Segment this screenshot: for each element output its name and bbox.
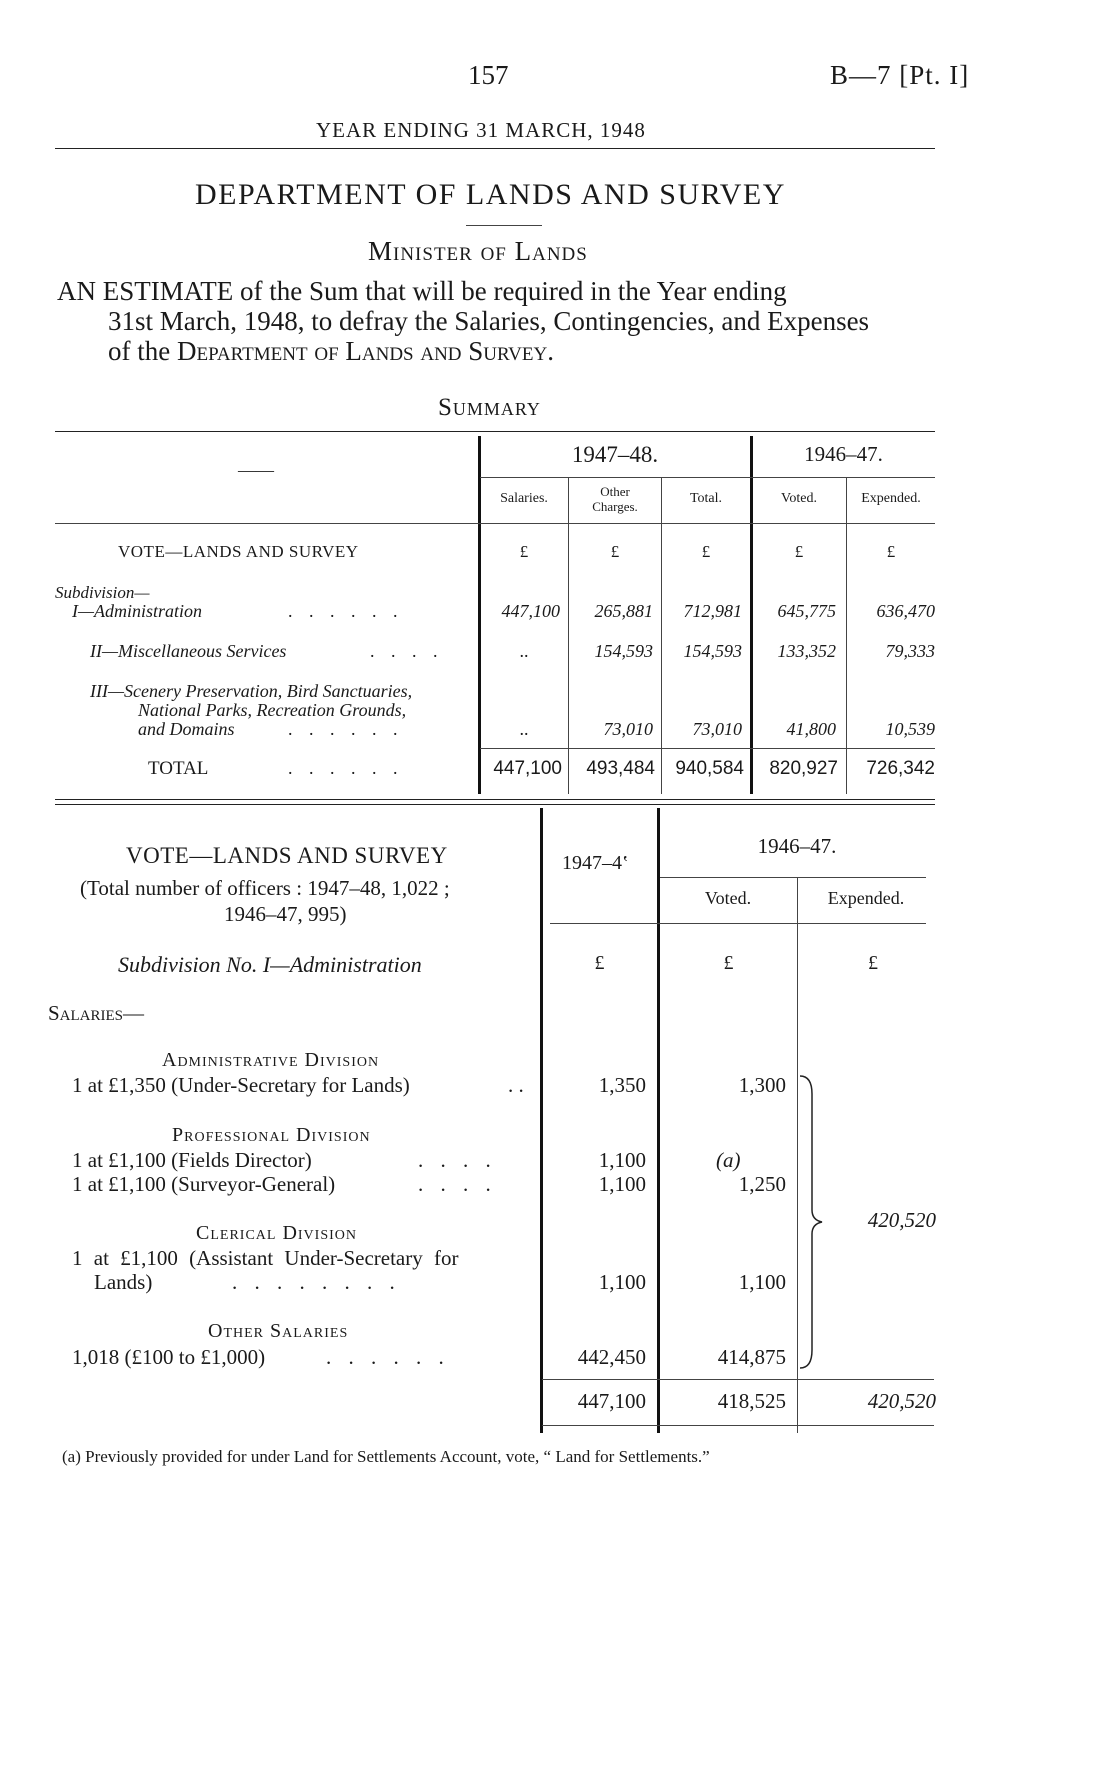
summary-row-2-voted: 133,352 bbox=[777, 641, 836, 661]
detail-item-1-1947: 1,350 bbox=[598, 1073, 646, 1097]
page-number: 157 bbox=[468, 60, 509, 90]
detail-bracket-expended: 420,520 bbox=[867, 1208, 936, 1232]
summary-col-salaries: Salaries. bbox=[500, 491, 548, 506]
detail-section-other: Other Salaries bbox=[208, 1320, 349, 1342]
detail-item-1-label: 1 at £1,350 (Under-Secretary for Lands) bbox=[72, 1073, 410, 1097]
summary-row-1-voted: 645,775 bbox=[777, 601, 836, 621]
summary-group-rule bbox=[480, 477, 935, 478]
detail-item-2-dots: . . . . bbox=[418, 1148, 497, 1172]
summary-vote-label: VOTE—LANDS AND SURVEY bbox=[118, 542, 359, 561]
detail-item-1-voted: 1,300 bbox=[738, 1073, 786, 1097]
header-rule bbox=[55, 148, 935, 149]
footnote: (a) Previously provided for under Land for Settlements Account, vote, “ Land for Settlements.” bbox=[62, 1447, 710, 1466]
summary-header-rule bbox=[55, 523, 935, 524]
detail-item-5-label: 1,018 (£100 to £1,000) bbox=[72, 1345, 266, 1369]
summary-row-2-other: 154,593 bbox=[594, 641, 653, 661]
summary-row-2-salaries: .. bbox=[519, 641, 529, 661]
detail-total-1947: 447,100 bbox=[577, 1389, 646, 1413]
detail-currency-expended: £ bbox=[868, 952, 878, 974]
detail-subdivision: Subdivision No. I—Administration bbox=[118, 952, 422, 977]
summary-total-label: TOTAL bbox=[148, 758, 209, 779]
department-title: DEPARTMENT OF LANDS AND SURVEY bbox=[195, 178, 786, 211]
detail-group-1946: 1946–47. bbox=[757, 834, 837, 858]
estimate-line-2: 31st March, 1948, to defray the Salaries, Contingencies, and Expenses bbox=[108, 306, 870, 336]
summary-row-3-salaries: .. bbox=[519, 719, 529, 739]
summary-total-other: 493,484 bbox=[586, 758, 655, 779]
detail-currency-voted: £ bbox=[723, 952, 734, 974]
detail-total-expended: 420,520 bbox=[867, 1389, 936, 1413]
summary-group-1947: 1947–48. bbox=[571, 442, 659, 467]
detail-item-5-dots: . . . . . . bbox=[326, 1345, 450, 1369]
detail-totals-rule-top bbox=[542, 1379, 934, 1380]
detail-group-rule bbox=[660, 877, 926, 878]
summary-total-voted: 820,927 bbox=[769, 758, 838, 779]
detail-item-3-1947: 1,100 bbox=[598, 1172, 646, 1196]
detail-vote-title: VOTE—LANDS AND SURVEY bbox=[126, 843, 448, 868]
detail-total-voted: 418,525 bbox=[717, 1389, 786, 1413]
estimate-line-3 bbox=[108, 336, 554, 367]
detail-vline-1 bbox=[540, 808, 543, 1433]
summary-vline-3 bbox=[661, 478, 662, 794]
detail-item-3-dots: . . . . bbox=[418, 1172, 497, 1196]
summary-row-1-salaries: 447,100 bbox=[501, 601, 560, 621]
summary-total-rule bbox=[480, 748, 935, 749]
summary-total-expended: 726,342 bbox=[866, 758, 935, 779]
summary-row-2-label: II—Miscellaneous Services bbox=[90, 641, 287, 661]
detail-item-5-1947: 442,450 bbox=[577, 1345, 646, 1369]
summary-double-rule-2 bbox=[55, 804, 935, 805]
detail-section-admin: Administrative Division bbox=[162, 1049, 380, 1071]
detail-section-prof: Professional Division bbox=[172, 1124, 371, 1146]
estimate-line-3-prefix: of the bbox=[108, 336, 171, 366]
summary-row-3-label-line2: National Parks, Recreation Grounds, bbox=[138, 700, 407, 720]
detail-item-4-1947: 1,100 bbox=[598, 1270, 646, 1294]
detail-item-4-dots: . . . . . . . . bbox=[232, 1270, 401, 1294]
summary-row-3-expended: 10,539 bbox=[885, 719, 935, 739]
detail-officers-line1: (Total number of officers : 1947–48, 1,022 ; bbox=[80, 876, 450, 900]
detail-col-voted: Voted. bbox=[704, 888, 752, 908]
estimate-line-3-department: Department of Lands and Survey. bbox=[176, 336, 554, 366]
detail-item-2-voted: (a) bbox=[716, 1148, 741, 1172]
detail-item-2-1947: 1,100 bbox=[598, 1148, 646, 1172]
summary-row-1-total: 712,981 bbox=[683, 601, 742, 621]
summary-row-2-expended: 79,333 bbox=[885, 641, 935, 661]
summary-total-total: 940,584 bbox=[675, 758, 744, 779]
summary-col-other-line1: Other bbox=[600, 484, 630, 499]
summary-row-1-expended: 636,470 bbox=[876, 601, 935, 621]
title-rule bbox=[466, 225, 542, 226]
summary-row-1-label: I—Administration bbox=[72, 601, 203, 621]
summary-row-2-total: 154,593 bbox=[683, 641, 742, 661]
summary-vline-2 bbox=[568, 478, 569, 794]
summary-row-1-other: 265,881 bbox=[594, 601, 653, 621]
summary-row-3-voted: 41,800 bbox=[786, 719, 836, 739]
detail-col-1947: 1947–4‛ bbox=[562, 852, 629, 874]
summary-col-other-line2: Charges. bbox=[592, 499, 638, 514]
summary-row-1-dots: . . . . . . bbox=[288, 601, 404, 621]
summary-total-dots: . . . . . . bbox=[288, 758, 404, 778]
detail-item-1-dots: . . bbox=[508, 1073, 524, 1097]
summary-currency-total: £ bbox=[701, 542, 711, 561]
detail-item-5-voted: 414,875 bbox=[717, 1345, 786, 1369]
detail-currency-1947: £ bbox=[594, 952, 605, 974]
detail-col-expended: Expended. bbox=[827, 888, 905, 908]
summary-subdivision-label: Subdivision— bbox=[55, 583, 150, 602]
summary-heading: Summary bbox=[438, 394, 541, 421]
summary-col-expended: Expended. bbox=[861, 491, 921, 506]
summary-row-3-label-line1: III—Scenery Preservation, Bird Sanctuaries, bbox=[90, 681, 413, 701]
detail-header-rule bbox=[550, 923, 926, 924]
summary-top-rule bbox=[55, 431, 935, 432]
minister-heading: Minister of Lands bbox=[368, 236, 588, 266]
summary-group-1946: 1946–47. bbox=[804, 442, 883, 466]
detail-section-clerical: Clerical Division bbox=[196, 1222, 357, 1244]
page-reference: B—7 [Pt. I] bbox=[830, 60, 970, 90]
summary-col-voted: Voted. bbox=[781, 491, 817, 506]
summary-vline-5 bbox=[846, 478, 847, 794]
summary-row-3-dots: . . . . . . bbox=[288, 719, 404, 739]
summary-row-3-other: 73,010 bbox=[603, 719, 653, 739]
summary-row-3-total: 73,010 bbox=[692, 719, 742, 739]
detail-item-4-label-line2: Lands) bbox=[94, 1270, 153, 1294]
detail-item-4-label-line1: 1 at £1,100 (Assistant Under-Secretary for bbox=[72, 1246, 459, 1270]
detail-item-4-voted: 1,100 bbox=[738, 1270, 786, 1294]
summary-currency-salaries: £ bbox=[519, 542, 529, 561]
detail-salaries-label: Salaries— bbox=[48, 1001, 145, 1025]
summary-stub-dash: —— bbox=[238, 460, 274, 480]
detail-officers-line2: 1946–47, 995) bbox=[224, 902, 347, 926]
detail-item-3-voted: 1,250 bbox=[738, 1172, 786, 1196]
detail-item-2-label: 1 at £1,100 (Fields Director) bbox=[72, 1148, 312, 1172]
summary-currency-expended: £ bbox=[886, 542, 896, 561]
summary-row-3-label-line3: and Domains bbox=[138, 719, 235, 739]
summary-currency-voted: £ bbox=[794, 542, 804, 561]
detail-item-3-label: 1 at £1,100 (Surveyor-General) bbox=[72, 1172, 336, 1196]
summary-row-2-dots: . . . . bbox=[370, 641, 444, 661]
summary-total-salaries: 447,100 bbox=[493, 758, 562, 779]
estimate-line-1: AN ESTIMATE of the Sum that will be required in the Year ending bbox=[57, 276, 787, 306]
summary-currency-other: £ bbox=[610, 542, 620, 561]
summary-double-rule-1 bbox=[55, 799, 935, 800]
year-line: YEAR ENDING 31 MARCH, 1948 bbox=[316, 118, 646, 142]
summary-col-total: Total. bbox=[689, 491, 723, 506]
detail-totals-rule-bottom bbox=[542, 1425, 934, 1426]
